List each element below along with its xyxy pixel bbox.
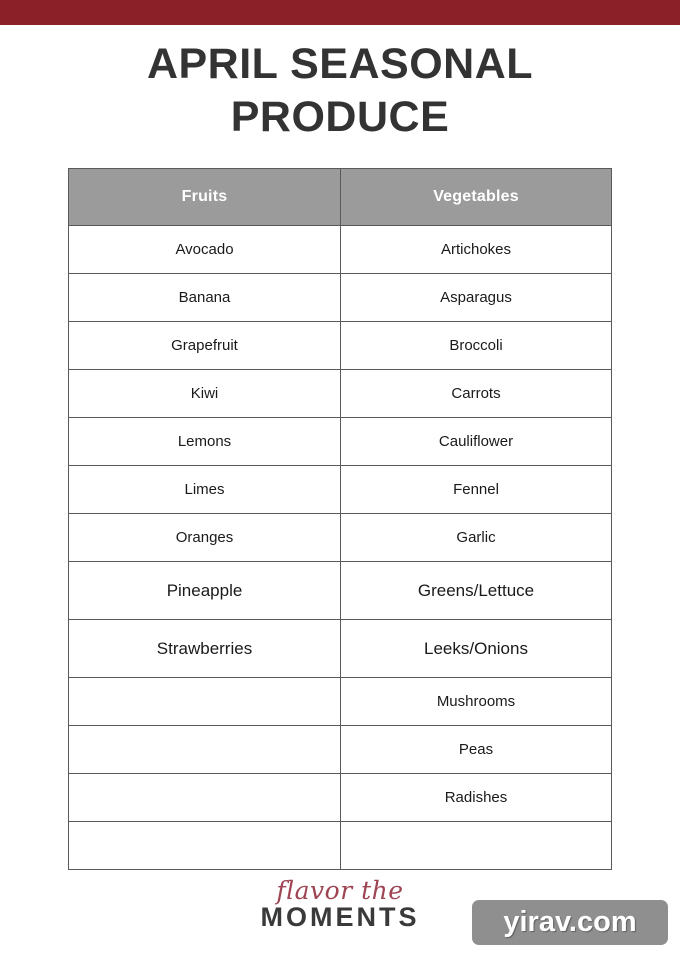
cell-fruit: Grapefruit — [69, 322, 341, 370]
cell-fruit: Kiwi — [69, 370, 341, 418]
cell-fruit: Strawberries — [69, 620, 341, 678]
seasonal-produce-table — [68, 168, 612, 870]
logo-script-text: flavor the — [276, 876, 404, 905]
cell-vegetable: Cauliflower — [341, 418, 612, 466]
cell-vegetable: Carrots — [341, 370, 612, 418]
table-row — [69, 822, 612, 870]
watermark-text: yirav.com — [503, 906, 637, 938]
cell-vegetable: Radishes — [341, 774, 612, 822]
cell-fruit — [69, 726, 341, 774]
table-row — [69, 562, 612, 620]
table-row — [69, 466, 612, 514]
cell-fruit — [69, 822, 341, 870]
page-title — [0, 38, 680, 144]
table-row — [69, 226, 612, 274]
cell-vegetable: Garlic — [341, 514, 612, 562]
cell-fruit: Limes — [69, 466, 341, 514]
table-row — [69, 418, 612, 466]
cell-fruit: Pineapple — [69, 562, 341, 620]
cell-vegetable: Artichokes — [341, 226, 612, 274]
cell-vegetable: Leeks/Onions — [341, 620, 612, 678]
watermark-badge — [472, 900, 668, 945]
table-row — [69, 678, 612, 726]
cell-fruit: Avocado — [69, 226, 341, 274]
cell-vegetable: Peas — [341, 726, 612, 774]
page-title-line-1: APRIL SEASONAL — [146, 40, 534, 88]
cell-vegetable: Broccoli — [341, 322, 612, 370]
table-row — [69, 514, 612, 562]
cell-vegetable: Fennel — [341, 466, 612, 514]
cell-fruit: Lemons — [69, 418, 341, 466]
table-row — [69, 620, 612, 678]
table-header-row — [69, 169, 612, 226]
table-row — [69, 370, 612, 418]
table-row — [69, 322, 612, 370]
table-row — [69, 774, 612, 822]
table-row — [69, 726, 612, 774]
cell-fruit — [69, 678, 341, 726]
cell-vegetable: Asparagus — [341, 274, 612, 322]
cell-vegetable — [341, 822, 612, 870]
cell-vegetable: Mushrooms — [341, 678, 612, 726]
column-header-vegetables: Vegetables — [341, 169, 612, 226]
cell-fruit: Banana — [69, 274, 341, 322]
table-row — [69, 274, 612, 322]
top-accent-bar — [0, 0, 680, 25]
cell-vegetable: Greens/Lettuce — [341, 562, 612, 620]
column-header-fruits: Fruits — [69, 169, 341, 226]
cell-fruit — [69, 774, 341, 822]
table-header — [69, 169, 612, 226]
cell-fruit: Oranges — [69, 514, 341, 562]
logo-wordmark: MOMENTS — [260, 902, 420, 932]
table-body — [69, 226, 612, 870]
page-title-line-2: PRODUCE — [230, 93, 450, 141]
